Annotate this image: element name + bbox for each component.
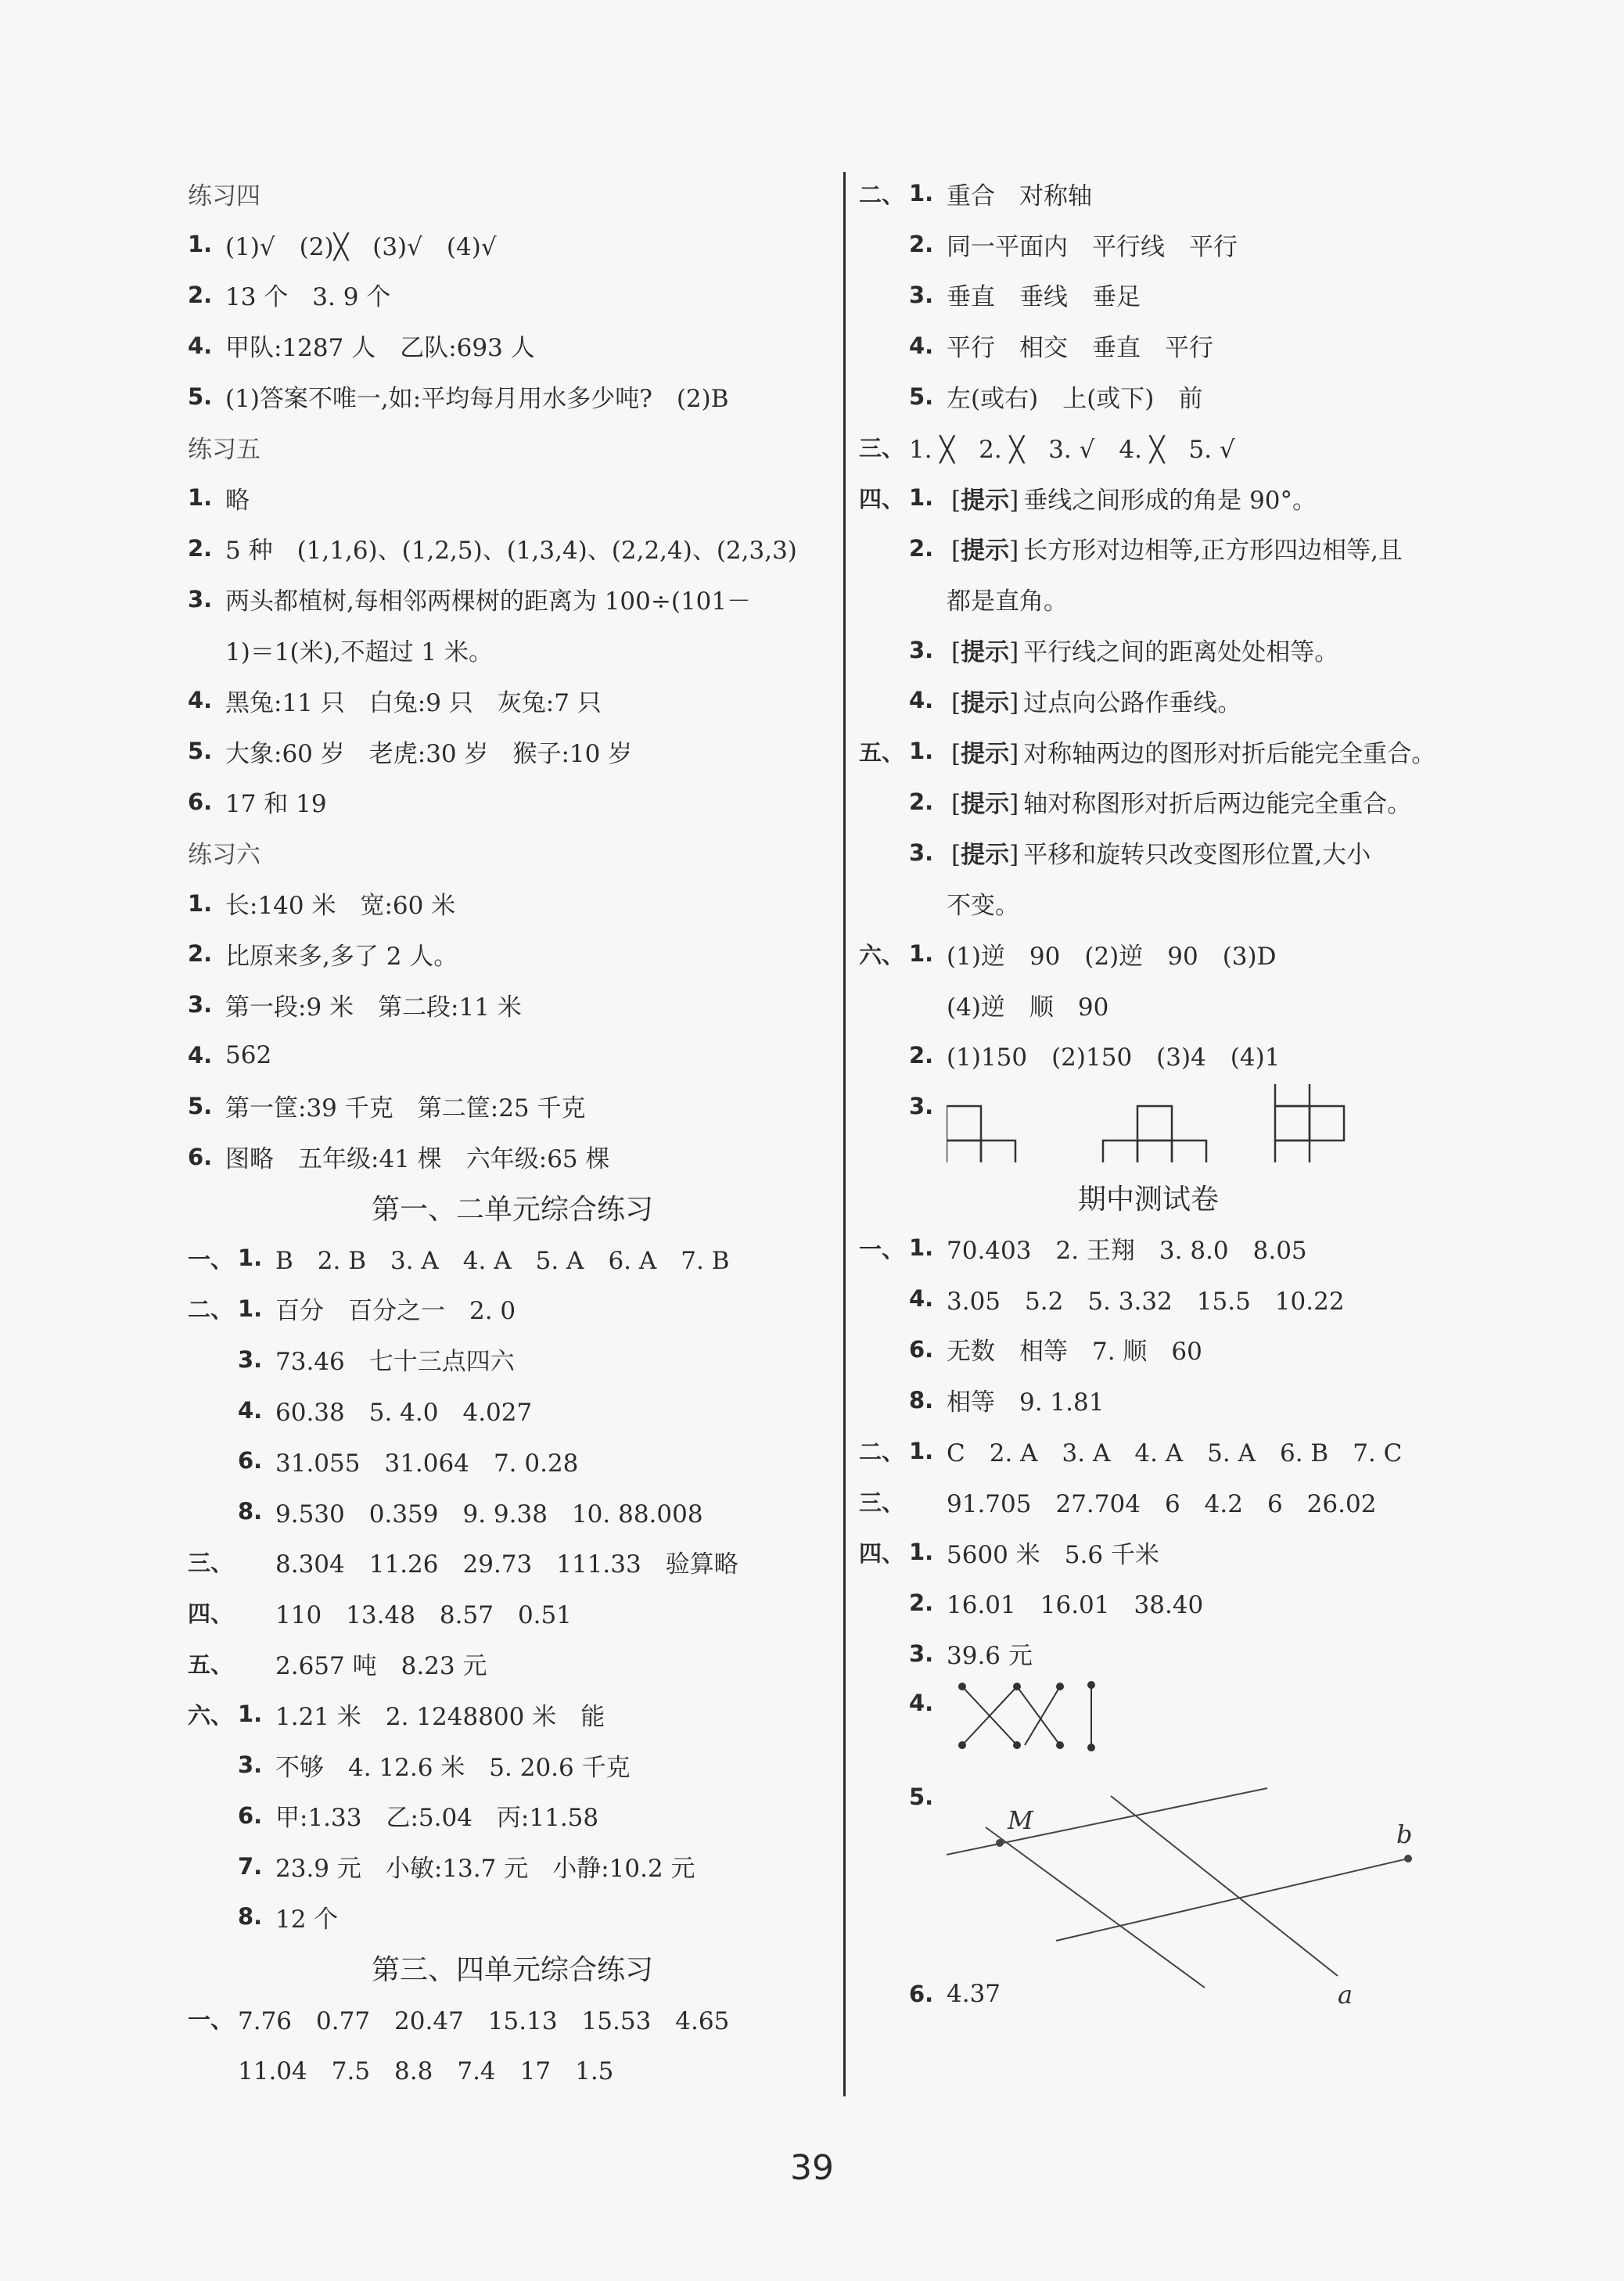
hint-tag: [提示] — [951, 790, 1019, 819]
part-4-list — [859, 472, 1438, 726]
part-label: 五、 — [859, 738, 905, 766]
answer-line — [188, 320, 837, 371]
hint-tag: [提示] — [951, 537, 1019, 566]
part-label: 三、 — [188, 1550, 234, 1577]
answer-text: 1)＝1(米),不超过 1 米。 — [225, 638, 494, 667]
label-a: a — [1338, 1980, 1353, 2008]
answer-line — [188, 1080, 837, 1131]
answer-text: 39.6 元 — [947, 1642, 1033, 1671]
exercise-4-list — [188, 219, 837, 422]
answer-line — [188, 929, 837, 979]
item-number: 1. — [909, 1539, 934, 1566]
item-number: 4. — [188, 687, 213, 714]
item-number: 3. — [188, 585, 213, 612]
left-column — [188, 168, 837, 2094]
answer-text: 3.05 5.2 5. 3.32 15.5 10.22 — [947, 1287, 1345, 1316]
answer-text: 9.530 0.359 9. 9.38 10. 88.008 — [275, 1500, 703, 1528]
part-label: 二、 — [859, 1439, 905, 1466]
answer-line — [188, 573, 837, 624]
answer-line — [188, 1233, 837, 1284]
hint-label: 提示 — [961, 486, 1010, 515]
item-number: 1. — [909, 940, 934, 968]
item-number: 3. — [909, 1092, 934, 1119]
item-number: 1. — [909, 1437, 934, 1464]
part-label: 二、 — [859, 181, 905, 208]
item-number: 2. — [188, 281, 213, 308]
hint-label: 提示 — [961, 537, 1010, 566]
answer-line — [188, 878, 837, 929]
answer-line — [859, 929, 1438, 979]
q4-figure-row: 4. — [859, 1679, 1438, 1780]
answer-text: 同一平面内 平行线 平行 — [947, 232, 1238, 261]
item-number: 2. — [909, 231, 934, 258]
answer-text: 垂线之间形成的角是 90°。 — [1023, 486, 1317, 515]
answer-line — [859, 1374, 1438, 1425]
answer-text: 过点向公路作垂线。 — [1023, 688, 1242, 717]
answer-text: (1)逆 90 (2)逆 90 (3)D — [947, 942, 1277, 971]
item-number: 4. — [909, 1285, 934, 1313]
item-number: 8. — [909, 1386, 934, 1414]
answer-line — [859, 675, 1438, 726]
answer-text: (1)答案不唯一,如:平均每月用水多少吨? (2)B — [225, 385, 729, 414]
answer-text: 对称轴两边的图形对折后能完全重合。 — [1023, 739, 1436, 768]
answer-text: 91.705 27.704 6 4.2 6 26.02 — [947, 1489, 1377, 1518]
answer-text: B 2. B 3. A 4. A 5. A 6. A 7. B — [275, 1246, 730, 1275]
answer-text: 无数 相等 7. 顺 60 — [947, 1338, 1202, 1367]
midterm-title: 期中测试卷 — [1077, 1184, 1219, 1216]
answer-text: 重合 对称轴 — [947, 181, 1092, 210]
section-title-exercise-5: 练习五 — [188, 435, 260, 464]
answer-text: 1.21 米 2. 1248800 米 能 — [275, 1702, 605, 1731]
item-number: 4. — [238, 1396, 263, 1424]
answer-text: 13 个 3. 9 个 — [225, 283, 391, 312]
hint-label: 提示 — [961, 688, 1010, 717]
q6-line: 6. 4.37 — [909, 1979, 1001, 2008]
answer-line — [859, 1425, 1438, 1476]
item-number: 8. — [238, 1498, 263, 1525]
item-number: 1. — [188, 484, 213, 512]
hint-tag: [提示] — [951, 486, 1019, 515]
item-number: 6. — [238, 1801, 263, 1829]
answer-text: 70.403 2. 王翔 3. 8.0 8.05 — [947, 1236, 1307, 1265]
item-number: 7. — [238, 1852, 263, 1880]
answer-text: 60.38 5. 4.0 4.027 — [275, 1399, 533, 1428]
part-5-list — [859, 726, 1438, 929]
item-number: 5. — [188, 383, 213, 410]
answer-line — [859, 726, 1438, 777]
lines-figure — [947, 1679, 1197, 1773]
answer-line — [188, 1435, 837, 1486]
answer-text: 5600 米 5.6 千米 — [947, 1540, 1159, 1569]
answer-line — [859, 878, 1438, 929]
answer-text: 110 13.48 8.57 0.51 — [275, 1601, 572, 1630]
midterm-list — [859, 1223, 1438, 1679]
item-number: 1. — [238, 1701, 263, 1728]
item-number: 6. — [238, 1447, 263, 1475]
item-number: 1. — [909, 738, 934, 765]
answer-text: 平移和旋转只改变图形位置,大小 — [1023, 841, 1371, 870]
answer-text: 垂直 垂线 垂足 — [947, 283, 1141, 312]
answer-text: (1)√ (2)╳ (3)√ (4)√ — [225, 232, 497, 261]
part-3-line: 三、 1. ╳ 2. ╳ 3. √ 4. ╳ 5. √ — [859, 422, 1438, 472]
item-number: 6. — [188, 788, 213, 815]
part-3-text: 1. ╳ 2. ╳ 3. √ 4. ╳ 5. √ — [909, 435, 1235, 464]
part-label: 一、 — [859, 1235, 905, 1263]
answer-line — [188, 270, 837, 321]
answer-text: 不变。 — [947, 892, 1019, 921]
answer-text: 图略 五年级:41 棵 六年级:65 棵 — [225, 1145, 610, 1174]
label-M: M — [1008, 1805, 1033, 1836]
hint-tag: [提示] — [951, 739, 1019, 768]
answer-text: 2.657 吨 8.23 元 — [275, 1652, 487, 1680]
answer-text: 16.01 16.01 38.40 — [947, 1591, 1204, 1620]
answer-text: (1)150 (2)150 (3)4 (4)1 — [947, 1044, 1281, 1072]
answer-text: 两头都植树,每相邻两棵树的距离为 100÷(101－ — [225, 587, 752, 616]
answer-line — [859, 472, 1438, 523]
part-label: 二、 — [188, 1296, 234, 1324]
answer-line — [859, 777, 1438, 828]
answer-line — [859, 624, 1438, 675]
item-number: 3. — [238, 1345, 263, 1373]
hint-label: 提示 — [961, 739, 1010, 768]
answer-text: 7.76 0.77 20.47 15.13 15.53 4.65 — [238, 2006, 730, 2035]
answer-text: 平行 相交 垂直 平行 — [947, 334, 1213, 363]
item-number: 1. — [909, 1234, 934, 1262]
answer-line — [188, 371, 837, 422]
answer-text: 11.04 7.5 8.8 7.4 17 1.5 — [238, 2057, 614, 2086]
answer-line — [188, 1334, 837, 1385]
answer-line — [188, 1131, 837, 1182]
answer-line — [859, 1030, 1438, 1081]
part-label: 六、 — [188, 1701, 234, 1729]
exercise-6-list — [188, 878, 837, 1182]
page-number: 39 — [790, 2148, 834, 2188]
column-divider — [843, 172, 846, 2096]
label-b: b — [1396, 1819, 1413, 1850]
answer-line — [188, 1537, 837, 1588]
answer-text: 相等 9. 1.81 — [947, 1388, 1105, 1417]
item-number: 5. — [188, 738, 213, 765]
item-number: 2. — [909, 1589, 934, 1616]
answer-text: 73.46 七十三点四六 — [275, 1348, 515, 1377]
part-label: 一、 — [188, 1245, 234, 1273]
part-label: 五、 — [188, 1651, 234, 1678]
answer-line — [188, 523, 837, 574]
answer-line — [859, 219, 1438, 270]
answer-line — [859, 1273, 1438, 1324]
item-number: 3. — [909, 281, 934, 308]
part-label: 三、 — [859, 1489, 905, 1516]
answer-text: 第一段:9 米 第二段:11 米 — [225, 993, 522, 1022]
answer-line — [859, 1324, 1438, 1375]
answer-line — [188, 1689, 837, 1740]
answer-text: 17 和 19 — [225, 790, 327, 819]
hint-label: 提示 — [961, 638, 1010, 667]
item-number: 1. — [909, 484, 934, 512]
item-number: 2. — [909, 534, 934, 562]
part-label: 四、 — [188, 1600, 234, 1628]
unit-3-4-title: 第三、四单元综合练习 — [371, 1953, 653, 1986]
item-number: 1. — [188, 231, 213, 258]
answer-line — [859, 523, 1438, 574]
item-number: 2. — [188, 534, 213, 562]
answer-line — [859, 1628, 1438, 1679]
answer-line — [188, 1385, 837, 1435]
item-number: 1. — [188, 889, 213, 917]
answer-line — [859, 827, 1438, 878]
answer-text: 甲队:1287 人 乙队:693 人 — [225, 334, 535, 363]
hint-tag: [提示] — [951, 688, 1019, 717]
item-number: 4. — [909, 332, 934, 359]
answer-line — [188, 979, 837, 1030]
answer-line — [859, 1223, 1438, 1273]
q5-figure-row: 5. M b a — [859, 1780, 1438, 2015]
answer-line — [188, 1841, 837, 1891]
answer-line — [859, 168, 1438, 219]
answer-line — [859, 320, 1438, 371]
hint-label: 提示 — [961, 841, 1010, 870]
answer-line — [188, 1587, 837, 1638]
answer-text: 略 — [225, 486, 250, 515]
hint-tag: [提示] — [951, 638, 1019, 667]
answer-line — [859, 979, 1438, 1030]
answer-text: 比原来多,多了 2 人。 — [225, 942, 458, 971]
item-number: 3. — [909, 839, 934, 866]
item-number: 1. — [238, 1295, 263, 1322]
section-title-exercise-6: 练习六 — [188, 841, 260, 870]
exercise-5-list — [188, 472, 837, 828]
section-title-exercise-4: 练习四 — [188, 181, 260, 210]
answer-text: 8.304 11.26 29.73 111.33 验算略 — [275, 1550, 738, 1579]
answer-text: 百分 百分之一 2. 0 — [275, 1297, 516, 1326]
answer-text: 都是直角。 — [947, 587, 1068, 616]
answer-line — [859, 573, 1438, 624]
part-label: 四、 — [859, 1539, 905, 1567]
item-number: 2. — [909, 1041, 934, 1069]
item-number: 4. — [188, 332, 213, 359]
item-number: 3. — [909, 636, 934, 663]
answer-line — [859, 1578, 1438, 1629]
unit-3-4-list — [188, 1993, 837, 2095]
right-column — [859, 168, 1438, 2019]
answer-line — [188, 1791, 837, 1841]
answer-line — [859, 1476, 1438, 1527]
part-2-list — [859, 168, 1438, 422]
item-number: 3. — [909, 1640, 934, 1667]
item-number: 6. — [909, 1335, 934, 1363]
part-label: 六、 — [859, 941, 905, 968]
answer-text: 12 个 — [275, 1905, 339, 1934]
answer-line — [188, 726, 837, 777]
item-number: 2. — [909, 788, 934, 815]
item-number: 8. — [238, 1903, 263, 1931]
item-number: 3. — [238, 1751, 263, 1779]
answer-text: 23.9 元 小敏:13.7 元 小静:10.2 元 — [275, 1855, 695, 1884]
answer-line — [188, 624, 837, 675]
answer-line — [188, 1030, 837, 1081]
unit-1-2-title: 第一、二单元综合练习 — [371, 1193, 653, 1226]
answer-line — [188, 777, 837, 828]
answer-text: 平行线之间的距离处处相等。 — [1023, 638, 1339, 667]
answer-line — [859, 1527, 1438, 1578]
answer-text: 左(或右) 上(或下) 前 — [947, 385, 1203, 414]
answer-text: (4)逆 顺 90 — [947, 993, 1109, 1022]
answer-text: 大象:60 岁 老虎:30 岁 猴子:10 岁 — [225, 739, 633, 768]
answer-line — [188, 675, 837, 726]
item-number: 5. — [909, 383, 934, 410]
grid-figures-svg — [947, 1084, 1416, 1162]
answer-line — [188, 1486, 837, 1537]
unit-1-2-list — [188, 1233, 837, 1942]
item-number: 4. — [909, 687, 934, 714]
item-number: 1. — [238, 1245, 263, 1272]
answer-text: 31.055 31.064 7. 0.28 — [275, 1449, 579, 1478]
answer-text: 562 — [225, 1040, 272, 1069]
answer-line — [859, 371, 1438, 422]
part-label: 一、 — [188, 2006, 234, 2033]
answer-text: 长:140 米 宽:60 米 — [225, 892, 456, 921]
answer-line — [188, 219, 837, 270]
answer-text: 黑兔:11 只 白兔:9 只 灰兔:7 只 — [225, 688, 602, 717]
answer-text: 轴对称图形对折后两边能完全重合。 — [1023, 790, 1412, 819]
answer-text: 第一筐:39 千克 第二筐:25 千克 — [225, 1094, 586, 1123]
item-number: 6. — [188, 1143, 213, 1170]
answer-line — [188, 2043, 837, 2094]
parallel-lines-figure — [947, 1780, 1432, 2007]
hint-label: 提示 — [961, 790, 1010, 819]
answer-line — [188, 1284, 837, 1334]
item-number: 5. — [188, 1092, 213, 1119]
answer-line — [188, 472, 837, 523]
answer-text: C 2. A 3. A 4. A 5. A 6. B 7. C — [947, 1439, 1403, 1468]
answer-text: 不够 4. 12.6 米 5. 20.6 千克 — [275, 1753, 631, 1782]
item-number: 3. — [188, 991, 213, 1018]
answer-text: 甲:1.33 乙:5.04 丙:11.58 — [275, 1804, 599, 1833]
item-number: 1. — [909, 180, 934, 207]
answer-line — [188, 1638, 837, 1689]
answer-line — [859, 270, 1438, 321]
answer-text: 长方形对边相等,正方形四边相等,且 — [1023, 537, 1403, 566]
part-label: 四、 — [859, 485, 905, 512]
answer-line — [188, 1993, 837, 2044]
answer-line — [188, 1891, 837, 1942]
item-number: 2. — [188, 940, 213, 968]
hint-tag: [提示] — [951, 841, 1019, 870]
item-number: 4. — [188, 1041, 213, 1069]
answer-text: 5 种 (1,1,6)、(1,2,5)、(1,3,4)、(2,2,4)、(2,3,3) — [225, 537, 797, 566]
answer-line — [188, 1740, 837, 1791]
